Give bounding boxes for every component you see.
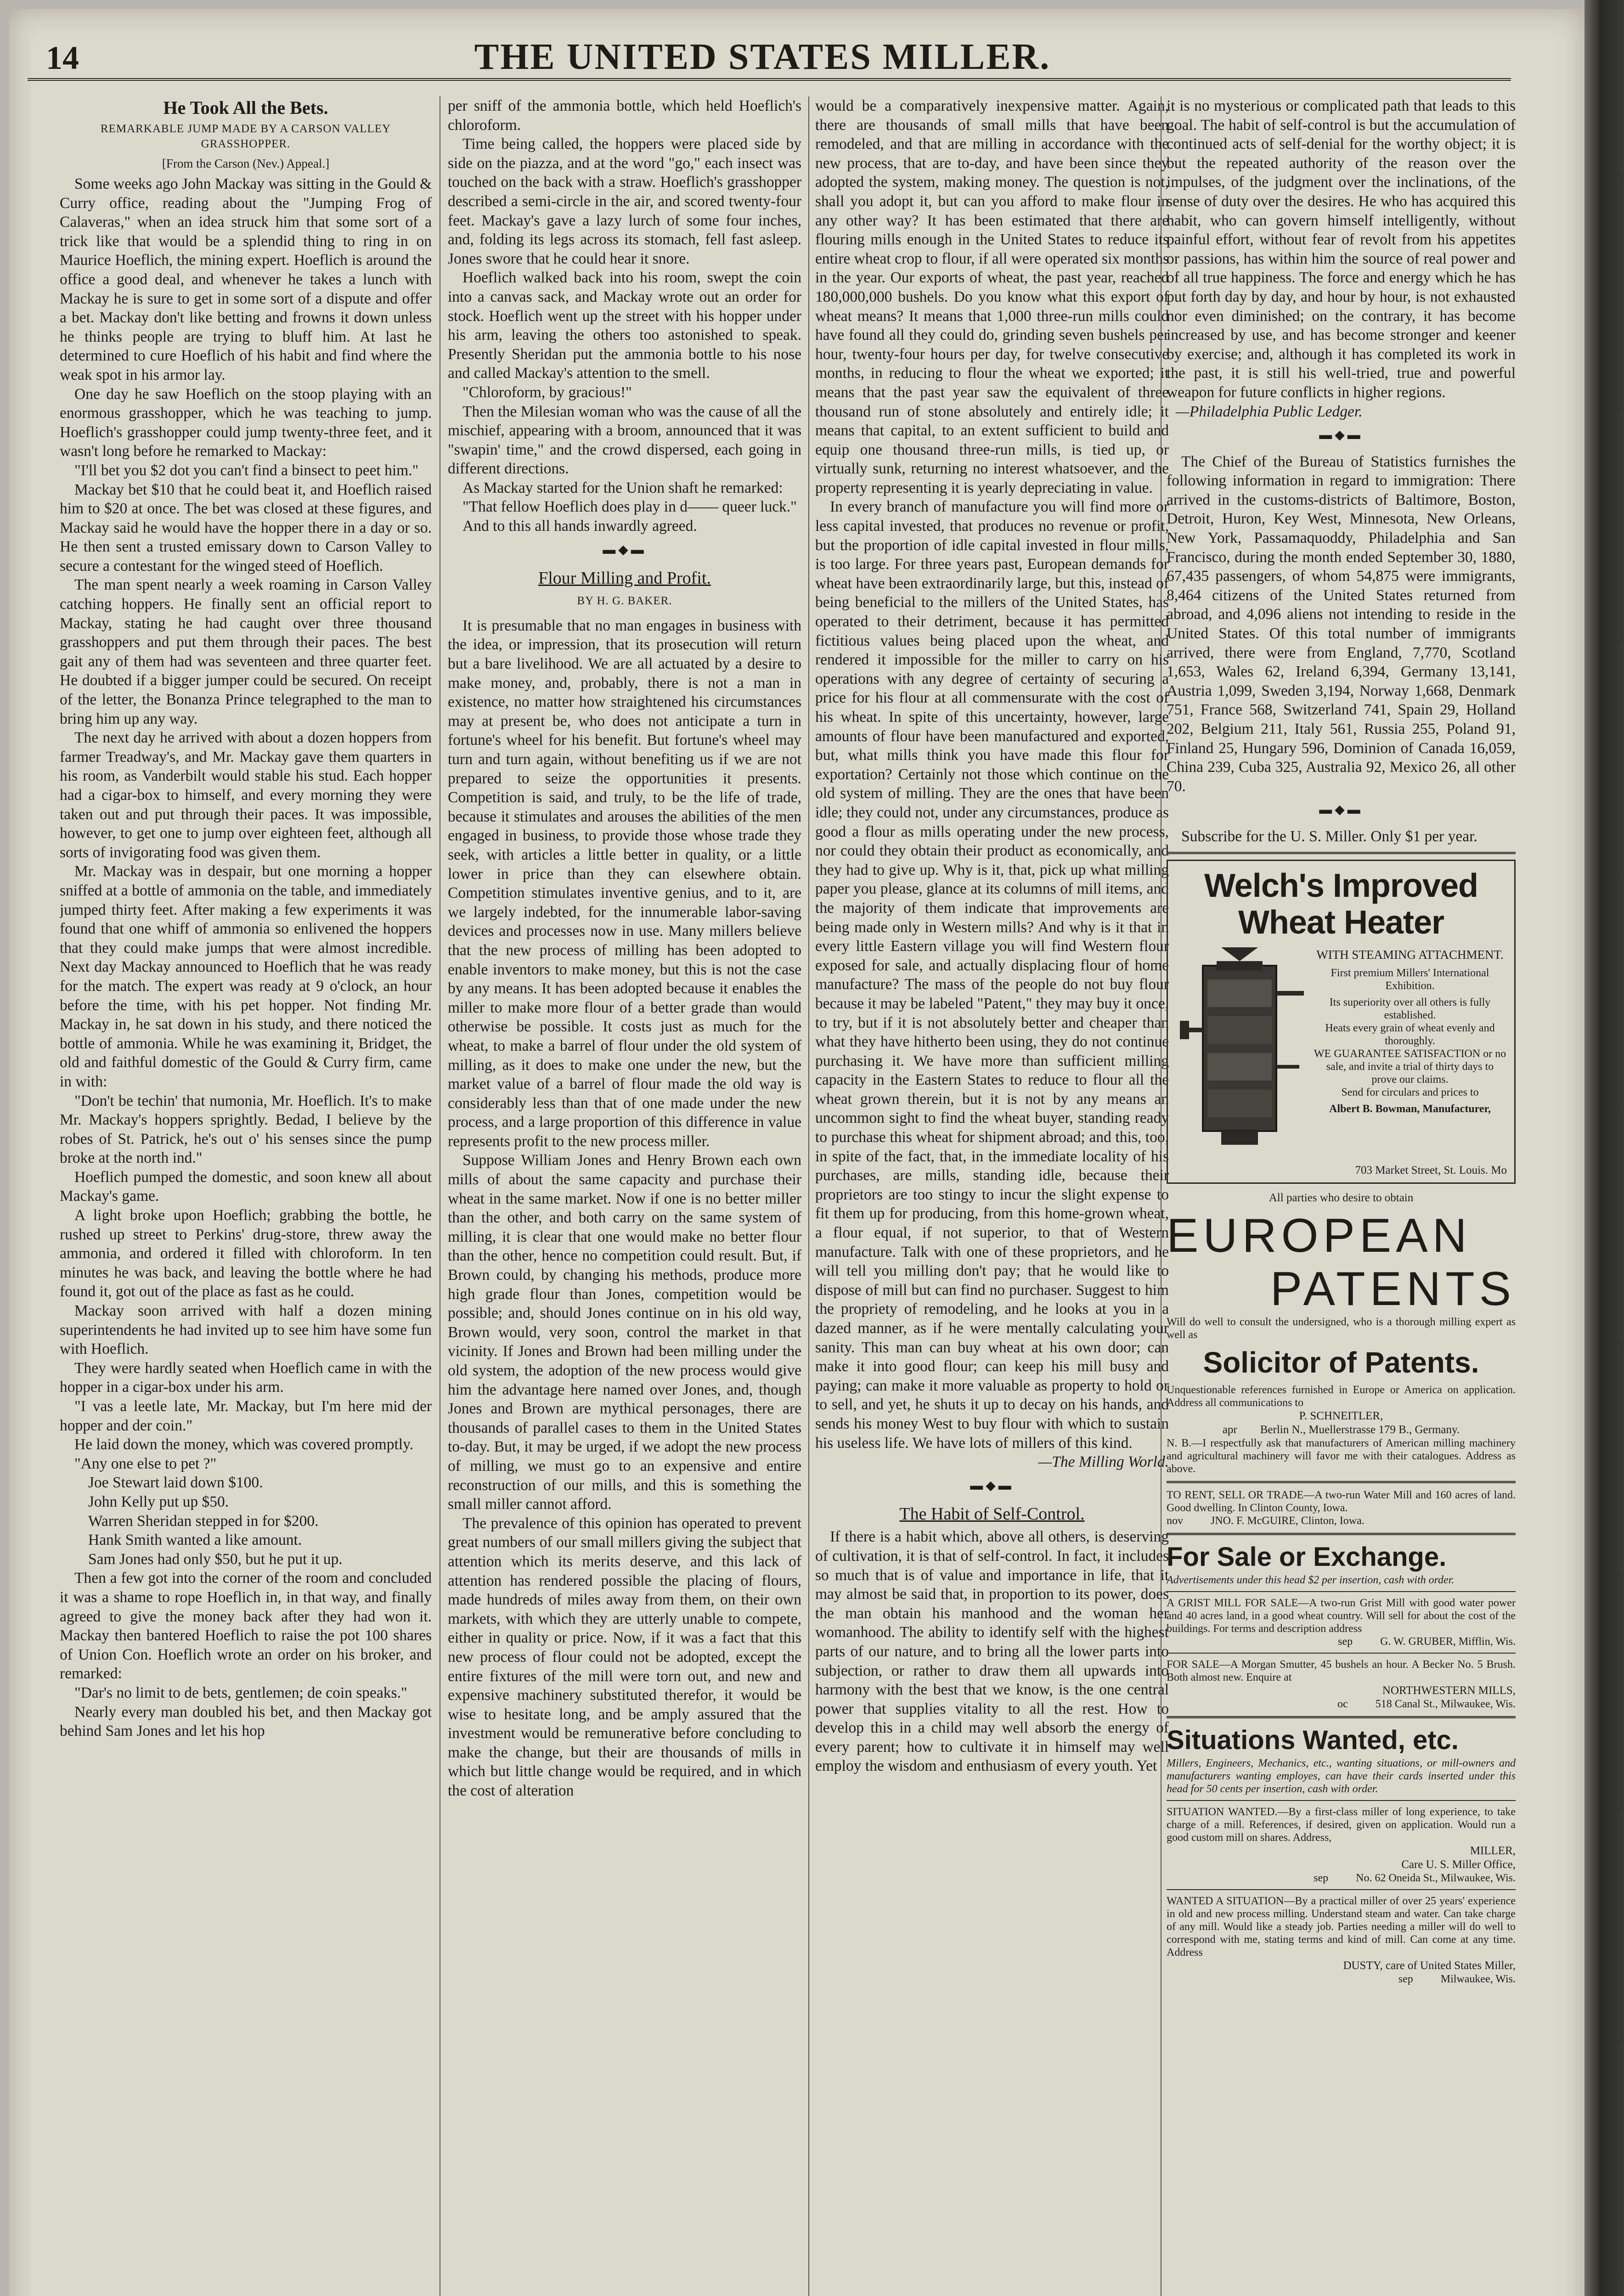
divider	[1167, 1653, 1516, 1654]
ad-line: First premium Millers' International Exhibition.	[1331, 967, 1489, 992]
ad-name: P. SCHNEITLER,	[1299, 1410, 1383, 1423]
paragraph: Hoeflich walked back into his room, swept the coin into a canvas sack, and Mackay wrote out an order for stock. Hoeflich went up the street with his hopper under his arm, leaving the others too astonished to speak. Presently Sheridan put the ammonia bottle to his nose and called Mackay's attention to the smell.	[448, 269, 801, 382]
article-title: Flour Milling and Profit.	[538, 568, 711, 588]
classified-signature: MILLER,	[1470, 1845, 1516, 1857]
ornament-divider: ▬◆▬	[970, 1478, 1014, 1493]
article-subtitle: REMARKABLE JUMP MADE BY A CARSON VALLEY GRASSHOPPER.	[100, 123, 391, 150]
paragraph: And to this all hands inwardly agreed.	[462, 518, 697, 535]
paragraph: A light broke upon Hoeflich; grabbing the bottle, he rushed up street to Perkins' drug-store, threw away the ammonia, and ordered it filled with chloroform. In ten minutes he was back, and leaving the bottle where he had found it, got out of the place as fast as he could.	[60, 1207, 432, 1300]
ad-maker: Albert B. Bowman, Manufacturer,	[1329, 1103, 1491, 1115]
page-number: 14	[46, 39, 79, 76]
column-2	[448, 96, 801, 2296]
ad-line: WE GUARANTEE SATISFACTION or no sale, and invite a trial of thirty days to prove our claims.	[1314, 1047, 1506, 1086]
article-source: [From the Carson (Nev.) Appeal.]	[162, 157, 330, 170]
paragraph: "I'll bet you $2 dot you can't find a binsect to peet him."	[74, 461, 419, 479]
paragraph: "Don't be techin' that numonia, Mr. Hoeflich. It's to make Mr. Mackay's hoppers sprightly. Bedad, I believe by the robes of St. Patrick, he's out o' his senses since the pump broke at the north ind."	[60, 1092, 432, 1167]
paragraph: Mr. Mackay was in despair, but one morning a hopper sniffed at a bottle of ammonia on the table, and immediately jumped thirty feet. After making a few experiments it was found that one whiff of ammonia so enlivened the hoppers that they could make jumps that were almost incredible. Next day Mackay announced to Hoeflich that he was ready for the match. The expert was ready at 9 o'clock, an hour before the time, with his pet hopper. Not finding Mr. Mackay in, he sat down in his study, and there noticed the bottle of ammonia. While he was examining it, Bridget, the old and faithful domestic of the Gould & Curry firm, came in with:	[60, 863, 432, 1090]
paragraph: The Chief of the Bureau of Statistics furnishes the following information in regard to immigration: There arrived in the customs-districts of Baltimore, Boston, Detroit, Huron, Key West, Minnesota, New Orleans, New York, Passamaquoddy, Philadelphia and San Francisco, during the month ended September 30, 1880, 67,435 passengers, of whom 54,875 were immigrants, 8,464 citizens of the United States returned from abroad, and 4,096 aliens not intending to reside in the United States. Of this total number of immigrants arrived, there were from England, 7,770, Scotland 1,653, Wales 62, Ireland 6,394, Germany 13,141, Austria 1,099, Sweden 3,194, Norway 1,668, Denmark 751, France 568, Switzerland 741, Spain 29, Holland 202, Belgium 211, Italy 561, Russia 255, Poland 91, Finland 25, Hungary 596, Dominion of Canada 16,059, China 239, Cuba 325, Australia 92, Mexico 26, all other 70.	[1167, 453, 1516, 795]
paragraph: Mackay bet $10 that he could beat it, and Hoeflich raised him to $20 at once. The bet was closed at these figures, and Mackay said he would have the hopper there in a day or so. He then sent a trusted emissary down to Carson Valley to secure a contestant for the winged steed of Hoeflich.	[60, 481, 432, 574]
article-title: The Habit of Self-Control.	[899, 1504, 1085, 1524]
classified-ad: WANTED A SITUATION—By a practical miller of over 25 years' experience in old and new process milling. Understand steam and water. Can take charge of any mill. Would like a steady job. Parties needing a miller will do well to correspond with me, stating terms and kind of mill. Can come at any time. Address	[1167, 1895, 1516, 1959]
ornament-divider: ▬◆▬	[1319, 428, 1363, 443]
paragraph: "I vas a leetle late, Mr. Mackay, but I'm here mid der hopper and der coin."	[60, 1398, 432, 1434]
classified-ad: SITUATION WANTED.—By a first-class miller of long experience, to take charge of a mill. References, if desired, given on application. Would run a good custom mill on shares. Address,	[1167, 1806, 1516, 1844]
ad-line: Unquestionable references furnished in Europe or America on application. Address all communications to	[1167, 1384, 1516, 1409]
classified-signature: DUSTY, care of United States Miller,	[1343, 1959, 1516, 1972]
paragraph: it is no mysterious or complicated path that leads to this goal. The habit of self-control is but the accumulation of continued acts of self-denial for the worthy object; it is but the repeated authority of the reason over the impulses, of the judgment over the inclinations, of the sense of duty over the desires. He who has acquired this habit, who can govern himself intelligently, without painful effort, without fear of revolt from his appetites or passions, has within him the source of real power and of all true happiness. The force and energy which he has put forth day by day, and hour by hour, is not exhausted nor even diminished; on the contrary, it has become increased by use, and has become stronger and keener by exercise; and, although it has completed its work in the past, it is still his well-tried, true and powerful weapon for future conflicts in higher regions.	[1167, 97, 1516, 401]
column-4	[1167, 96, 1516, 2296]
article-source: —The Milling World.	[1038, 1453, 1169, 1471]
article-title: He Took All the Bets.	[163, 97, 328, 118]
ad-line: All parties who desire to obtain	[1269, 1191, 1414, 1204]
divider	[1167, 1716, 1516, 1718]
section-heading: For Sale or Exchange.	[1167, 1542, 1447, 1572]
paragraph: Then a few got into the corner of the room and concluded it was a shame to rope Hoeflich in, in that way, and finally agreed to give the money back after they had won it. Mackay then bantered Hoeflich to raise the pot 100 shares of Union Con. Hoeflich wrote an order on his broker, and remarked:	[60, 1570, 432, 1683]
paragraph: "Any one else to pet ?"	[74, 1455, 217, 1472]
paragraph: "That fellow Hoeflich does play in d—— queer luck."	[462, 498, 797, 516]
ad-headline: PATENTS	[1270, 1262, 1516, 1316]
bet-line: Joe Stewart laid down $100.	[88, 1474, 263, 1491]
subscribe-note: Subscribe for the U. S. Miller. Only $1 per year.	[1181, 827, 1477, 845]
paragraph: One day he saw Hoeflich on the stoop playing with an enormous grasshopper, which he was teaching to jump. Hoeflich's grasshopper could jump twenty-three feet, and it wasn't long before he remarked to Mackay:	[60, 385, 432, 460]
divider	[1167, 852, 1516, 854]
divider	[1167, 1481, 1516, 1483]
bet-line: Sam Jones had only $50, but he put it up.	[88, 1550, 343, 1568]
divider	[1167, 1533, 1516, 1535]
paragraph: Then the Milesian woman who was the cause of all the mischief, appearing with a broom, announced that it was "swapin' time," and the crowd dispersed, each going in different directions.	[448, 403, 801, 478]
section-heading: Situations Wanted, etc.	[1167, 1725, 1459, 1756]
paragraph: "Dar's no limit to de bets, gentlemen; de coin speaks."	[74, 1684, 407, 1701]
bet-line: John Kelly put up $50.	[88, 1493, 229, 1510]
classified-signature: Care U. S. Miller Office,	[1401, 1858, 1516, 1871]
column-rule	[808, 96, 809, 2296]
welch-ad	[1167, 860, 1516, 1184]
rent-ad: TO RENT, SELL OR TRADE—A two-run Water Mill and 160 acres of land. Good dwelling. In Clinton County, Iowa.	[1167, 1489, 1516, 1514]
paragraph: As Mackay started for the Union shaft he remarked:	[462, 479, 783, 496]
paragraph: "Chloroform, by gracious!"	[462, 383, 632, 401]
paragraph: The man spent nearly a week roaming in Carson Valley catching hoppers. He finally sent an official report to Mackay, stating he had caught over three thousand grasshoppers and put them through their paces. The best gait any of them had was seventeen and three quarter feet. He doubted if a bigger jumper could be secured. On receipt of the letter, the Bonanza Prince telegraphed to the man to bring him up any way.	[60, 576, 432, 727]
ad-title: Welch's Improved Wheat Heater	[1204, 867, 1478, 941]
section-subhead: Millers, Engineers, Mechanics, etc., wanting situations, or mill-owners and manufacturers wanting employes, can have their cards inserted under this head for 50 cents per insertion, cash with order.	[1167, 1757, 1516, 1795]
ad-line: Its superiority over all others is fully established.	[1329, 996, 1491, 1021]
masthead-title: THE UNITED STATES MILLER.	[474, 37, 1051, 77]
bet-line: Hank Smith wanted a like amount.	[88, 1531, 302, 1549]
ad-address: 703 Market Street, St. Louis. Mo	[1355, 1164, 1507, 1176]
classified-signature: sep Milwaukee, Wis.	[1398, 1973, 1516, 1986]
ad-line: Heats every grain of wheat evenly and thoroughly.	[1325, 1022, 1495, 1047]
classified-ad: FOR SALE—A Morgan Smutter, 45 bushels an hour. A Becker No. 5 Brush. Both almost new. Enquire at	[1167, 1659, 1516, 1684]
column-1	[60, 96, 432, 2296]
rent-ad-signature: nov JNO. F. McGUIRE, Clinton, Iowa.	[1167, 1515, 1365, 1527]
ad-line: WITH STEAMING ATTACHMENT.	[1316, 947, 1504, 962]
wheat-heater-illustration	[1175, 947, 1313, 1149]
paragraph: Hoeflich pumped the domestic, and soon knew all about Mackay's game.	[60, 1168, 432, 1205]
paragraph: would be a comparatively inexpensive matter. Again, there are thousands of small mills that have been remodeled, and that are milling in accordance with the new process, that are to-day, and have been since they adopted the system, making money. The question is not, shall you adopt it, but can you afford to make flour in any other way? It has been estimated that there are flouring mills enough in the United States to reduce its entire wheat crop to flour, if all were operated six months in the year. Our exports of wheat, the past year, reached 180,000,000 bushels. Do you know what this export of wheat means? It means that 1,000 three-run mills could have found all they could do, grinding seven bushels per hour, twenty-four hours per day, for twelve consecutive months, in reducing to flour the wheat we exported; it means that the past year saw the equivalent of three thousand run of stone absolutely and entirely idle; it means that capital, to an extent sufficient to build and equip one thousand three-run mills, is tied up, or virtually sunk, returning no interest whatsoever, and the property representing it is yearly depreciating in value.	[815, 97, 1169, 496]
paragraph: The prevalence of this opinion has operated to prevent great numbers of our small millers giving the subject that attention which its merits deserve, and this lack of attention has rendered possible the placing of flours, made hundreds of miles away from them, on their own markets, with which they are utterly unable to compete, either in quality or price. Now, if it was a fact that this new process of flour could not be adopted, except the entire fixtures of the mill were torn out, and new and expensive machinery substituted therefor, it would be wise to hesitate long, and be amply assured that the investment would be remunerative before concluding to make the change, but their are thousands of mills in which but little change would be required, and in which the cost of alteration	[448, 1514, 801, 1800]
ad-line: N. B.—I respectfully ask that manufacturers of American milling machinery and agricultural machinery will favor me with their catalogues. Address as above.	[1167, 1437, 1516, 1475]
ad-headline: EUROPEAN	[1167, 1209, 1472, 1263]
paragraph: If there is a habit which, above all others, is deserving of cultivation, it is that of self-control. In fact, it includes so much that is of value and importance in life, that it may almost be said that, in proportion to its power, does the man obtain his manhood and the woman her womanhood. The ability to identify self with the highest parts of our nature, and to bring all the lower parts into subjection, or rather to draw them all upwards into harmony with the best that we know, is the one central power that supplies vitality to all the rest. How to develop this in a child may well absorb the energy of every parent; how to cultivate it in himself may well employ the wisdom and enthusiasm of every youth. Yet	[815, 1528, 1169, 1775]
paragraph: The next day he arrived with about a dozen hoppers from farmer Treadway's, and Mr. Mackay gave them quarters in his room, as Vanderbilt would stable his stud. Each hopper had a cigar-box to himself, and every morning they were taken out and put through their paces. It was impossible, however, to get one to jump over eighteen feet, although all sorts of invigorating food was given them.	[60, 729, 432, 861]
newspaper-page	[9, 9, 1585, 2296]
paragraph: It is presumable that no man engages in business with the idea, or impression, that its prosecution will return but a bare livelihood. We are all actuated by a desire to make money, and, probably, there is not a man in existence, no matter how straightened his circumstances may at present be, who does not anticipate a turn in fortune's wheel for his benefit. But fortune's wheel may turn and turn again, without benefiting us if we are not prepared to seize the opportunities it presents. Competition is said, and truly, to be the life of trade, because it stimulates and arouses the abilities of the men engaged in business, to provide those whose trade they seek, with articles a little better in quality, or a little lower in price than they can elsewhere obtain. Competition stimulates inventive genius, and to it, are we largely indebted, for the innumerable labor-saving devices and processes now in use. Many millers believe that the new process of milling has been adopted to enable inventors to make money, but this is not the case by any means. It has been adopted because it enables the miller to make more flour of a better grade than would otherwise be possible. It costs just as much for the wheat, to make a barrel of flour under the old system of milling, as it does to make one under the new, but the market value of a barrel of flour made the old way is considerably less than that of one made under the new process, and a large proportion of this difference in value represents profit to the new process miller.	[448, 617, 801, 1150]
paragraph: He laid down the money, which was covered promptly.	[74, 1436, 414, 1453]
divider	[1167, 1889, 1516, 1890]
classified-signature: sep G. W. GRUBER, Mifflin, Wis.	[1338, 1636, 1516, 1648]
classified-signature: sep No. 62 Oneida St., Milwaukee, Wis.	[1314, 1872, 1516, 1885]
ad-line: Will do well to consult the undersigned, who is a thorough milling expert as well as	[1167, 1316, 1516, 1341]
classified-signature: oc 518 Canal St., Milwaukee, Wis.	[1337, 1698, 1516, 1711]
scan-edge	[1585, 0, 1624, 2296]
section-subhead: Advertisements under this head $2 per insertion, cash with order.	[1167, 1574, 1455, 1587]
divider	[1167, 1800, 1516, 1801]
paragraph: Some weeks ago John Mackay was sitting in the Gould & Curry office, reading about the "Jumping Frog of Calaveras," when an idea struck him that some sort of a trick like that would be a splendid thing to ring in on Maurice Hoeflich, the mining expert. Hoeflich is around the office a good deal, and whenever he takes a lunch with Mackay he is sure to get in some sort of a dispute and offer a bet. Mackay don't like betting and frowns it down unless he thinks people are trying to bluff him. At last he determined to cure Hoeflich of his habit and find where the weak spot in his armor lay.	[60, 175, 432, 383]
column-3	[815, 96, 1169, 2296]
paragraph: Mackay soon arrived with half a dozen mining superintendents he had invited up to see him have some fun with Hoeflich.	[60, 1302, 432, 1358]
ad-address: apr Berlin N., Muellerstrasse 179 B., Germany.	[1222, 1424, 1460, 1436]
paragraph: Time being called, the hoppers were placed side by side on the piazza, and at the word "go," each insect was touched on the back with a straw. Hoeflich's grasshopper described a semi-circle in the air, and scored twenty-four feet. Mackay's gave a lazy lurch of some four inches, and, folding its legs across its stomach, fell fast asleep. Jones swore that he could hear it snore.	[448, 135, 801, 267]
paragraph: In every branch of manufacture you will find more or less capital invested, that produces no revenue or profit, but the proportion of idle capital invested in flour mills, is too large. For three years past, European demands for wheat have been extraordinarily large, but this, instead of being beneficial to the millers of the United States, has operated to their detriment, because it has permitted fictitious values being placed upon the wheat, and rendered it impossible for the miller to carry on his operations with any degree of certainty of securing a price for his flour at all commensurate with the cost of his wheat. In spite of this uncertainty, however, large amounts of flour have been manufactured and exported, but, what mills think you have made this flour for exportation? Certainly not those which continue on the old system of milling. They are the ones that have been idle; they could not, under any circumstances, produce as good a flour as mills operating under the new process, nor could they obtain their product as economically, and they had to give up. Why is it, that, pick up what milling paper you please, glance at its columns of mill items, and the majority of them indicate that improvements are being made only in Western mills? And why is it that in every little Eastern village you will find Western flour exposed for sale, and actually displacing flour of home manufacture? The mass of the people do not buy flour because it may be labeled "Patent," they may buy it once, to try, but if it is not absolutely better and cheaper than what they have hitherto been using, they do not continue purchasing it. We have more than sufficient milling capacity in the Eastern States to reduce to flour all the wheat grown therein, but it is not by any means an uncommon sight to find the wheat buyer, standing ready to purchase this wheat for shipment abroad; and this, too, in spite of the fact, that, in the immediate locality of his purchases, are mills, standing idle, because their proprietors are too stingy to incur the slight expense to fit them up for producing, from this home-grown wheat, a flour equal, if not superior, to that of Western manufacture. Talk with one of these proprietors, and he will tell you milling don't pay; that he would like to dispose of mill but can find no purchaser. Suggest to him the propriety of remodeling, and he looks at you in a dazed manner, as if he were mentally calculating your sanity. This man can buy wheat at his own door; can make it into good flour; can keep his mill busy and paying; can make it more valuable as property to hold or to sell, and yet, he shuts it up to decay on his hands, and sends his money West to buy flour with which to sustain his useless life. We have lots of millers of this kind.	[815, 498, 1169, 1452]
ad-body	[1313, 947, 1507, 1115]
header-rule	[28, 78, 1511, 81]
ornament-divider: ▬◆▬	[603, 542, 647, 557]
article-source: —Philadelphia Public Ledger.	[1176, 403, 1363, 420]
paragraph: Nearly every man doubled his bet, and then Mackay got behind Sam Jones and let his hop	[60, 1703, 432, 1740]
bet-line: Warren Sheridan stepped in for $200.	[88, 1512, 319, 1530]
paragraph: They were hardly seated when Hoeflich came in with the hopper in a cigar-box under his arm.	[60, 1359, 432, 1396]
ornament-divider: ▬◆▬	[1319, 803, 1363, 817]
paragraph: Suppose William Jones and Henry Brown each own mills of about the same capacity and purchase their wheat in the same market. Now if one is no better miller than the other, and both carry on the same system of milling, it is clear that one would make no better flour than the other, hence no competition could result. But, if Brown could, by changing his methods, produce more high grade flour than Jones, competition would be possible; and, should Jones continue on in his old way, Brown would, very soon, control the market in that vicinity. If Jones and Brown had been milling under the old system, the adoption of the new process would give him the advantage here named over Jones, and, though Jones and Brown are mythical personages, there are thousands of parallel cases to them in the United States to-day. But, it may be urged, if we adopt the new process of milling, we must go to an expensive and entire reconstruction of our mills, and this is something the small miller cannot afford.	[448, 1152, 801, 1513]
classified-signature: NORTHWESTERN MILLS,	[1382, 1684, 1516, 1697]
ad-line: Send for circulars and prices to	[1341, 1086, 1479, 1098]
ad-headline: Solicitor of Patents.	[1203, 1346, 1479, 1379]
article-byline: BY H. G. BAKER.	[577, 595, 672, 608]
divider	[1167, 1591, 1516, 1592]
classified-ad: A GRIST MILL FOR SALE—A two-run Grist Mill with good water power and 40 acres land, in a good wheat country. Will sell for about the cost of the buildings. For terms and description address	[1167, 1597, 1516, 1635]
paragraph: per sniff of the ammonia bottle, which held Hoeflich's chloroform.	[448, 97, 801, 134]
page-header	[28, 34, 1497, 85]
